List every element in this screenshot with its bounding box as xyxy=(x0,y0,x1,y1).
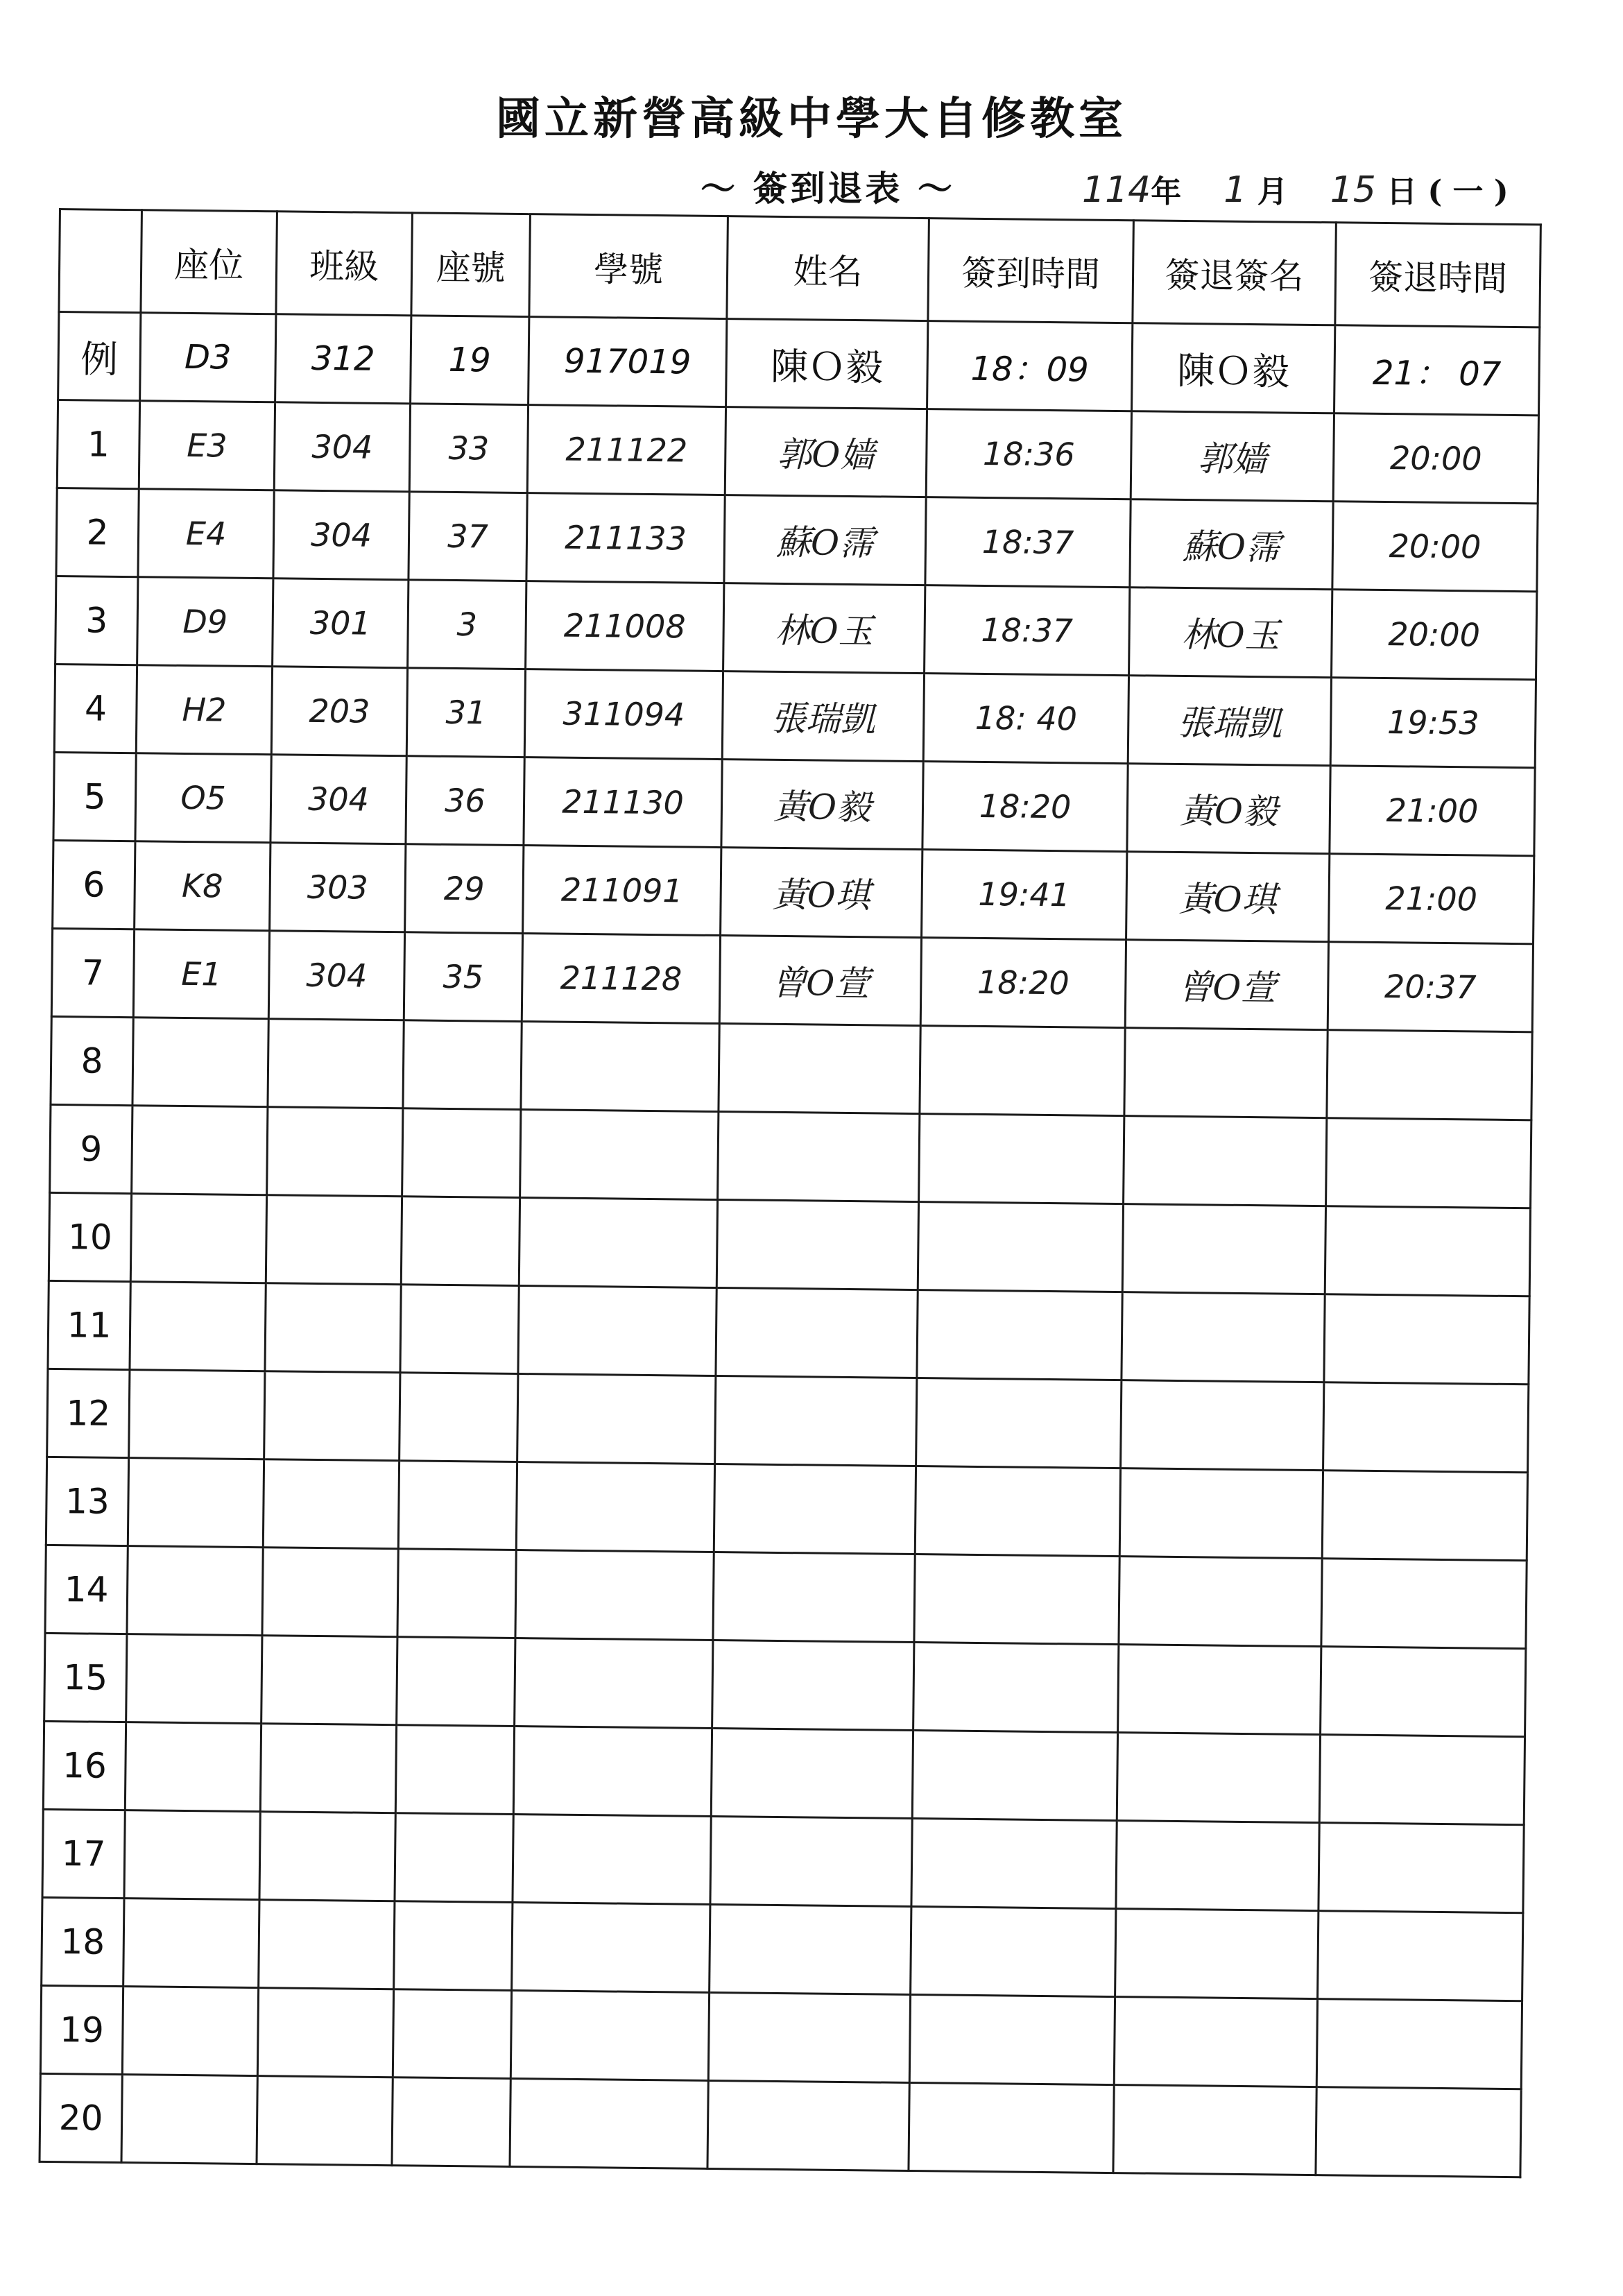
example-number: 19 xyxy=(411,316,529,405)
cell-class xyxy=(267,1107,403,1197)
page-subtitle: ～ 簽到退表 ～ xyxy=(701,168,955,209)
cell-seat xyxy=(121,2075,257,2164)
date-line xyxy=(1082,166,1509,211)
table-row xyxy=(55,576,1537,679)
cell-class xyxy=(268,1019,404,1108)
cell-seat: O5 xyxy=(135,753,271,843)
cell-checkout-signature: 蘇O霈 xyxy=(1130,499,1333,590)
cell-student-id xyxy=(510,1990,709,2080)
cell-class: 301 xyxy=(273,579,409,668)
cell-checkout-signature xyxy=(1124,1116,1327,1206)
cell-class xyxy=(265,1283,401,1373)
cell-seat: E3 xyxy=(139,401,275,490)
date-day: 15 xyxy=(1330,169,1376,211)
row-number: 18 xyxy=(42,1897,124,1986)
cell-seat xyxy=(125,1722,261,1812)
cell-checkin-time xyxy=(913,1643,1119,1733)
cell-checkin-time xyxy=(914,1554,1119,1645)
row-number: 11 xyxy=(48,1280,130,1369)
cell-checkout-time xyxy=(1322,1471,1527,1561)
cell-number xyxy=(395,1725,514,1815)
signin-table xyxy=(38,208,1541,2178)
page-title: 國立新營高級中學大自修教室 xyxy=(496,93,1127,145)
cell-class xyxy=(264,1371,400,1461)
example-checkout-time: 21： 07 xyxy=(1334,325,1540,415)
cell-checkout-signature: 曾O萱 xyxy=(1125,940,1328,1030)
table-row xyxy=(40,1985,1522,2089)
cell-class xyxy=(257,2076,393,2166)
cell-seat xyxy=(122,1987,258,2076)
cell-student-id: 211091 xyxy=(523,846,721,936)
table-row xyxy=(51,928,1533,1031)
cell-checkout-time: 19:53 xyxy=(1330,678,1536,768)
row-number: 1 xyxy=(57,400,139,489)
row-number: 7 xyxy=(51,928,134,1017)
row-number: 15 xyxy=(44,1633,127,1722)
cell-number xyxy=(400,1373,518,1462)
cell-checkout-signature xyxy=(1121,1380,1324,1471)
cell-number: 36 xyxy=(406,756,524,846)
cell-student-id xyxy=(512,1902,710,1992)
table-row xyxy=(57,400,1538,504)
cell-number xyxy=(393,1989,511,2079)
cell-class: 303 xyxy=(270,843,406,932)
cell-student-id xyxy=(519,1198,717,1288)
cell-checkout-time xyxy=(1316,2087,1521,2177)
cell-seat xyxy=(129,1370,265,1459)
cell-checkout-signature xyxy=(1118,1645,1321,1735)
date-weekday: ( 一 ) xyxy=(1427,174,1509,209)
cell-checkin-time: 18:20 xyxy=(922,762,1128,852)
example-class: 312 xyxy=(275,314,411,404)
cell-class: 304 xyxy=(273,490,409,580)
cell-checkout-time xyxy=(1316,1999,1522,2089)
row-number: 10 xyxy=(49,1192,131,1281)
cell-name xyxy=(710,1816,912,1906)
cell-number xyxy=(397,1549,516,1638)
cell-checkin-time: 18:20 xyxy=(920,938,1126,1028)
cell-checkout-signature xyxy=(1122,1292,1325,1382)
cell-number: 29 xyxy=(405,844,524,934)
cell-seat xyxy=(128,1458,264,1548)
cell-name xyxy=(710,1904,911,1994)
col-header-checkin-time: 簽到時間 xyxy=(928,219,1134,323)
cell-checkout-signature xyxy=(1116,1821,1319,1911)
cell-student-id: 211008 xyxy=(526,581,724,671)
col-header-index xyxy=(59,209,142,313)
cell-checkin-time xyxy=(909,1994,1115,2084)
table-row xyxy=(54,664,1536,767)
cell-checkout-time xyxy=(1324,1294,1529,1385)
cell-checkout-signature: 黃O毅 xyxy=(1127,764,1330,854)
row-number: 4 xyxy=(54,664,137,753)
table-row xyxy=(50,1104,1531,1208)
cell-checkout-signature: 張瑞凱 xyxy=(1128,676,1331,766)
table-row xyxy=(42,1809,1524,1912)
cell-checkin-time xyxy=(917,1290,1122,1380)
cell-checkout-signature xyxy=(1119,1468,1323,1559)
cell-student-id: 211128 xyxy=(522,934,720,1024)
cell-student-id xyxy=(516,1462,714,1552)
table-row xyxy=(44,1633,1526,1736)
cell-class xyxy=(259,1900,395,1989)
row-number: 6 xyxy=(53,840,135,929)
cell-seat xyxy=(130,1282,266,1371)
cell-class xyxy=(262,1548,398,1637)
cell-checkout-time xyxy=(1321,1647,1526,1737)
date-month-unit: 月 xyxy=(1257,174,1288,209)
example-row xyxy=(58,312,1540,415)
cell-checkout-time: 21:00 xyxy=(1330,766,1535,856)
col-header-seat: 座位 xyxy=(141,210,277,314)
cell-checkin-time xyxy=(915,1466,1120,1557)
cell-checkin-time xyxy=(918,1202,1123,1292)
cell-checkout-time: 20:00 xyxy=(1332,502,1538,592)
cell-name: 郭O嫱 xyxy=(725,407,927,497)
cell-number xyxy=(402,1108,521,1198)
cell-name xyxy=(708,1992,910,2082)
cell-student-id xyxy=(517,1374,716,1464)
cell-name: 蘇O霈 xyxy=(724,495,926,585)
cell-checkout-time xyxy=(1323,1382,1529,1473)
table-row xyxy=(53,840,1534,943)
example-checkout-signature: 陳Ｏ毅 xyxy=(1132,323,1335,413)
cell-checkout-time xyxy=(1319,1823,1524,1913)
row-number: 8 xyxy=(51,1016,133,1105)
cell-name xyxy=(716,1288,918,1378)
cell-name: 黃O毅 xyxy=(721,760,923,850)
row-number: 2 xyxy=(56,488,139,576)
cell-name xyxy=(714,1464,916,1554)
row-number: 20 xyxy=(40,2073,122,2162)
cell-student-id xyxy=(521,1022,719,1112)
date-month: 1 xyxy=(1223,169,1247,211)
table-row xyxy=(40,2073,1521,2177)
cell-checkout-signature: 黃O琪 xyxy=(1126,852,1330,942)
table-row xyxy=(56,488,1538,591)
date-year-unit: 年 xyxy=(1151,174,1182,209)
cell-checkout-signature xyxy=(1115,1909,1319,1999)
cell-number xyxy=(397,1637,515,1727)
row-number: 17 xyxy=(42,1809,125,1898)
cell-checkout-time xyxy=(1318,1911,1523,2001)
cell-seat xyxy=(130,1194,266,1283)
cell-class: 304 xyxy=(274,402,410,492)
cell-checkin-time: 18:37 xyxy=(925,497,1131,588)
cell-number xyxy=(395,1813,513,1903)
cell-number: 33 xyxy=(409,404,528,493)
cell-name xyxy=(716,1200,918,1290)
cell-checkout-time: 20:00 xyxy=(1332,590,1537,680)
cell-checkin-time xyxy=(911,1907,1116,1997)
cell-checkout-signature xyxy=(1114,1997,1317,2087)
cell-number xyxy=(392,2077,510,2167)
col-header-checkout-time: 簽退時間 xyxy=(1335,223,1541,327)
cell-student-id xyxy=(513,1726,712,1816)
cell-checkin-time: 18:36 xyxy=(926,409,1131,499)
cell-student-id xyxy=(513,1814,711,1904)
cell-number: 31 xyxy=(406,668,525,757)
cell-checkin-time: 19:41 xyxy=(922,850,1127,940)
cell-checkin-time xyxy=(909,2082,1114,2173)
cell-checkin-time xyxy=(912,1731,1117,1821)
cell-student-id: 211130 xyxy=(524,757,722,848)
signin-sheet xyxy=(38,208,1541,2178)
table-row xyxy=(51,1016,1532,1120)
cell-number xyxy=(394,1901,513,1991)
cell-class: 304 xyxy=(270,755,406,844)
cell-checkout-signature xyxy=(1117,1733,1320,1823)
cell-checkout-time: 20:37 xyxy=(1328,942,1533,1032)
cell-checkout-signature xyxy=(1119,1557,1322,1647)
row-number: 19 xyxy=(40,1985,123,2074)
cell-student-id xyxy=(510,2078,708,2168)
col-header-class: 班級 xyxy=(276,212,413,316)
cell-checkout-signature: 林O玉 xyxy=(1129,588,1332,678)
example-seat: D3 xyxy=(140,313,276,402)
cell-student-id xyxy=(518,1286,716,1376)
cell-checkout-time xyxy=(1327,1030,1532,1120)
cell-name: 林O玉 xyxy=(723,583,925,674)
cell-student-id: 211122 xyxy=(527,405,725,495)
cell-name: 黃O琪 xyxy=(721,848,922,938)
cell-number: 37 xyxy=(409,492,527,581)
cell-seat xyxy=(132,1018,268,1107)
cell-class xyxy=(263,1459,399,1549)
cell-checkin-time xyxy=(919,1114,1124,1204)
row-number: 3 xyxy=(55,576,138,665)
row-number: 13 xyxy=(46,1457,128,1545)
cell-name xyxy=(712,1640,914,1730)
cell-student-id: 311094 xyxy=(524,669,723,760)
cell-checkout-time xyxy=(1325,1206,1530,1296)
cell-class xyxy=(257,1988,393,2077)
cell-student-id xyxy=(515,1638,713,1729)
cell-checkout-time xyxy=(1326,1118,1531,1208)
table-row xyxy=(49,1192,1530,1296)
cell-checkin-time xyxy=(920,1026,1125,1116)
col-header-name: 姓名 xyxy=(727,216,929,321)
row-number: 16 xyxy=(43,1721,126,1810)
cell-number xyxy=(400,1285,519,1374)
cell-checkout-signature xyxy=(1122,1204,1325,1294)
cell-class xyxy=(266,1195,402,1285)
cell-seat: D9 xyxy=(137,577,273,667)
cell-seat: E1 xyxy=(133,929,269,1019)
cell-class xyxy=(260,1724,396,1813)
cell-seat xyxy=(126,1634,262,1724)
cell-checkin-time: 18:37 xyxy=(925,585,1130,676)
date-day-unit: 日 xyxy=(1386,174,1418,209)
cell-seat xyxy=(124,1810,260,1900)
table-row xyxy=(43,1721,1525,1824)
example-student-id: 917019 xyxy=(529,317,727,407)
cell-number: 35 xyxy=(404,932,522,1022)
cell-number: 3 xyxy=(408,580,526,669)
cell-student-id: 211133 xyxy=(526,493,725,583)
row-number: 5 xyxy=(53,752,136,841)
cell-checkin-time: 18: 40 xyxy=(923,674,1128,764)
example-name: 陳Ｏ毅 xyxy=(726,319,928,409)
cell-seat: K8 xyxy=(135,841,270,931)
cell-name: 張瑞凱 xyxy=(722,671,924,762)
row-number: 14 xyxy=(45,1545,128,1634)
cell-seat xyxy=(132,1106,268,1195)
cell-student-id xyxy=(515,1550,714,1640)
cell-student-id xyxy=(520,1110,719,1200)
table-row xyxy=(47,1369,1529,1472)
cell-name xyxy=(713,1552,915,1642)
cell-checkout-time xyxy=(1321,1559,1527,1649)
cell-seat: H2 xyxy=(136,665,272,755)
cell-class xyxy=(261,1636,397,1725)
header-row xyxy=(59,209,1540,327)
cell-seat xyxy=(127,1546,263,1636)
cell-number xyxy=(401,1197,519,1286)
cell-checkout-time: 20:00 xyxy=(1333,413,1538,504)
table-row xyxy=(42,1897,1523,2001)
cell-number xyxy=(398,1461,517,1550)
cell-name xyxy=(719,1024,920,1114)
table-row xyxy=(46,1457,1527,1560)
cell-checkin-time xyxy=(916,1378,1122,1468)
date-year: 114 xyxy=(1082,169,1151,211)
cell-class: 203 xyxy=(271,667,407,756)
col-header-student-id: 學號 xyxy=(529,214,728,319)
cell-checkin-time xyxy=(911,1819,1117,1909)
cell-name: 曾O萱 xyxy=(719,936,921,1026)
cell-checkout-time xyxy=(1319,1735,1525,1825)
example-checkin-time: 18：09 xyxy=(927,321,1133,411)
table-row xyxy=(48,1280,1529,1384)
cell-checkout-time: 21:00 xyxy=(1329,854,1534,944)
col-header-checkout-signature: 簽退簽名 xyxy=(1133,221,1337,325)
row-number: 9 xyxy=(50,1104,132,1193)
cell-name xyxy=(718,1112,920,1202)
example-label: 例 xyxy=(58,312,141,401)
cell-seat xyxy=(123,1899,259,1988)
cell-name xyxy=(707,2080,909,2170)
cell-name xyxy=(711,1728,913,1818)
cell-seat: E4 xyxy=(138,489,274,579)
cell-number xyxy=(403,1020,522,1110)
cell-class: 304 xyxy=(268,931,404,1020)
table-row xyxy=(53,752,1535,855)
cell-class xyxy=(259,1812,395,1901)
cell-checkout-signature xyxy=(1113,2085,1316,2175)
table-row xyxy=(45,1545,1527,1648)
cell-name xyxy=(715,1376,917,1466)
row-number: 12 xyxy=(47,1369,130,1457)
cell-checkout-signature xyxy=(1124,1028,1328,1118)
col-header-number: 座號 xyxy=(411,213,531,317)
cell-checkout-signature: 郭嫱 xyxy=(1131,411,1334,502)
